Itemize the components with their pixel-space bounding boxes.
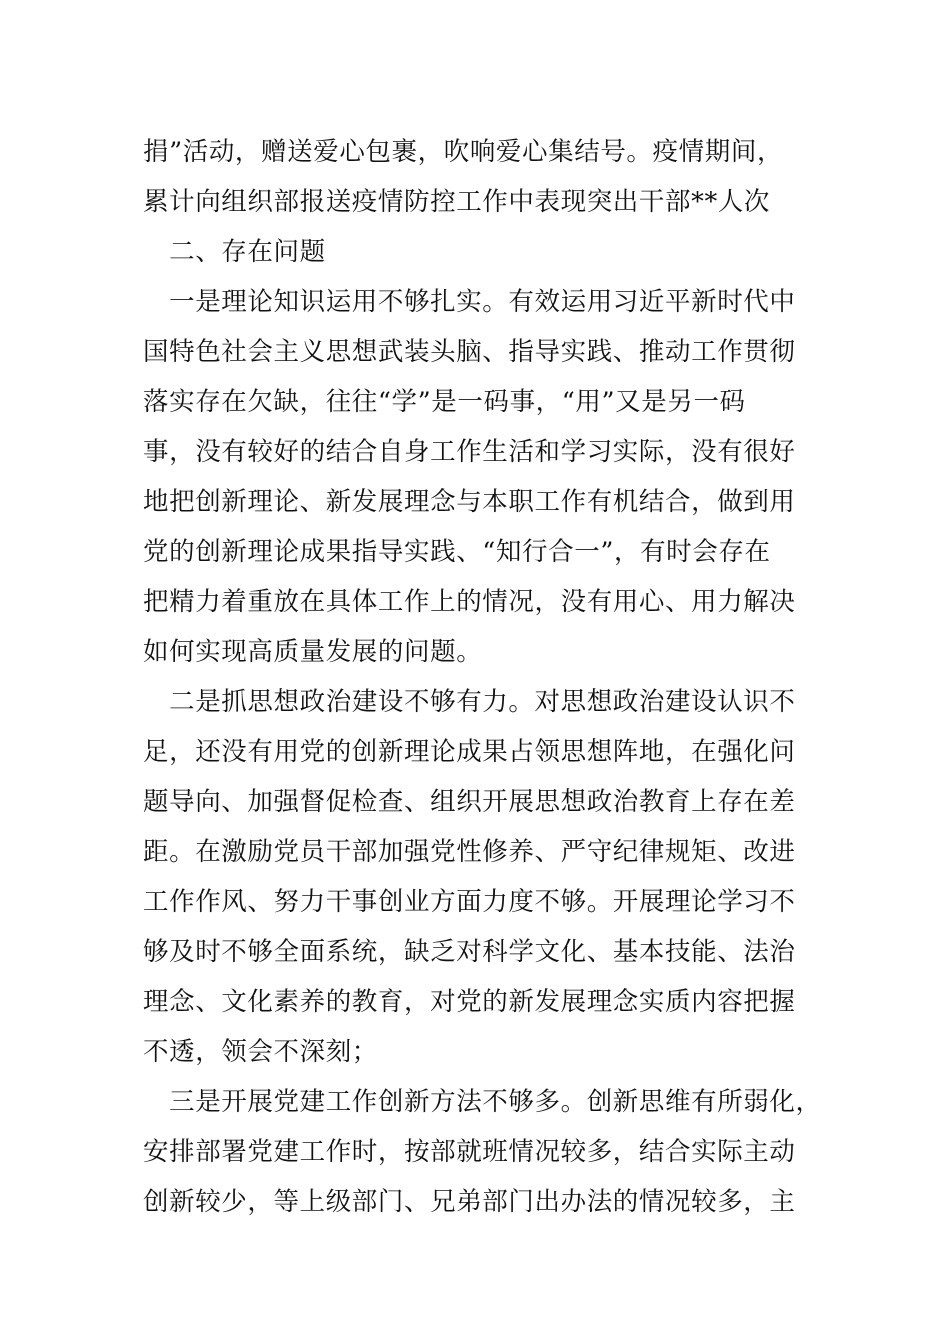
text-line: 创新较少，等上级部门、兄弟部门出办法的情况较多，主 — [143, 1187, 796, 1217]
text-line: 够及时不够全面系统，缺乏对科学文化、基本技能、法治 — [143, 937, 796, 967]
text-line: 二是抓思想政治建设不够有力。对思想政治建设认识不 — [143, 687, 796, 717]
text-line: 理念、文化素养的教育，对党的新发展理念实质内容把握 — [143, 987, 796, 1017]
text-line: 题导向、加强督促检查、组织开展思想政治教育上存在差 — [143, 787, 796, 817]
text-line: 落实存在欠缺，往往“学”是一码事，“用”又是另一码 — [143, 387, 746, 417]
text-line: 距。在激励党员干部加强党性修养、严守纪律规矩、改进 — [143, 837, 796, 867]
text-line: 三是开展党建工作创新方法不够多。创新思维有所弱化， — [143, 1087, 822, 1117]
text-line: 不透，领会不深刻； — [143, 1037, 378, 1067]
section-heading: 二、存在问题 — [143, 237, 326, 267]
text-line: 捐”活动，赠送爱心包裹，吹响爱心集结号。疫情期间， — [143, 137, 784, 167]
text-line: 累计向组织部报送疫情防控工作中表现突出干部**人次 — [143, 187, 771, 217]
text-line: 一是理论知识运用不够扎实。有效运用习近平新时代中 — [143, 287, 796, 317]
text-line: 把精力着重放在具体工作上的情况，没有用心、用力解决 — [143, 587, 796, 617]
text-line: 地把创新理论、新发展理念与本职工作有机结合，做到用 — [143, 487, 796, 517]
text-line: 事，没有较好的结合自身工作生活和学习实际，没有很好 — [143, 437, 796, 467]
text-line: 国特色社会主义思想武装头脑、指导实践、推动工作贯彻 — [143, 337, 796, 367]
text-line: 党的创新理论成果指导实践、“知行合一”，有时会存在 — [143, 537, 771, 567]
text-line: 足，还没有用党的创新理论成果占领思想阵地，在强化问 — [143, 737, 796, 767]
text-line: 如何实现高质量发展的问题。 — [143, 637, 483, 667]
text-line: 安排部署党建工作时，按部就班情况较多，结合实际主动 — [143, 1137, 796, 1167]
text-line: 工作作风、努力干事创业方面力度不够。开展理论学习不 — [143, 887, 796, 917]
